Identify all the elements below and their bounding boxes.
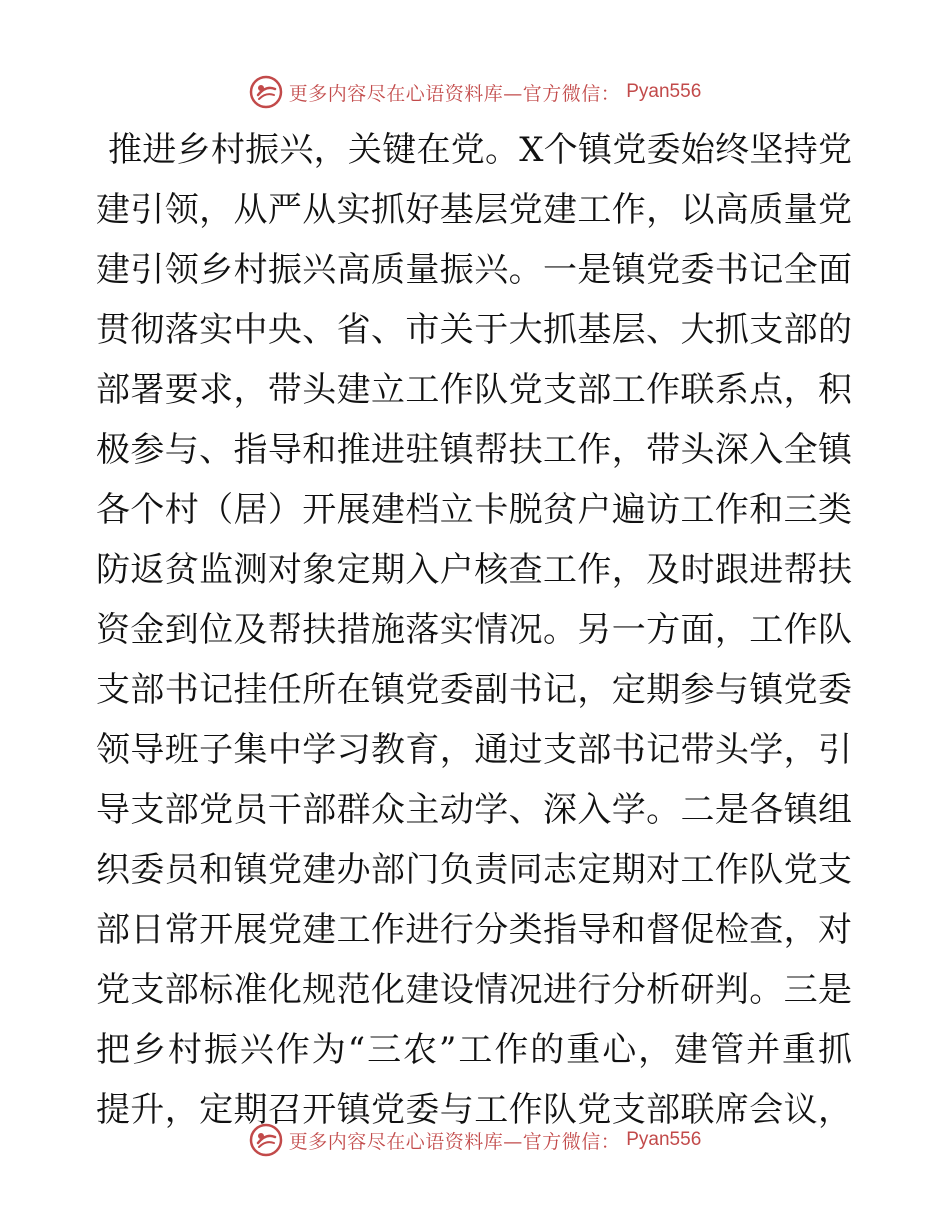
- paragraph-line: 部日常开展党建工作进行分类指导和督促检查，对: [96, 910, 852, 950]
- book-logo-icon: [249, 75, 283, 109]
- book-logo-icon: [249, 1123, 283, 1157]
- paragraph-line: 建引领乡村振兴高质量振兴。一是镇党委书记全面: [96, 250, 852, 290]
- document-body: [96, 120, 852, 1140]
- paragraph-line: 部署要求，带头建立工作队党支部工作联系点，积: [96, 370, 852, 410]
- paragraph-line: 导支部党员干部群众主动学、深入学。二是各镇组: [96, 790, 852, 830]
- watermark-text: 更多内容尽在心语资料库—官方微信：: [288, 1130, 621, 1153]
- paragraph-line: 极参与、指导和推进驻镇帮扶工作，带头深入全镇: [96, 430, 852, 470]
- header-watermark: [0, 72, 950, 112]
- watermark-wechat-id: Pyan556: [626, 1129, 702, 1150]
- paragraph-line: 推进乡村振兴，关键在党。X个镇党委始终坚持党: [108, 130, 852, 170]
- footer-watermark: [0, 1120, 950, 1160]
- paragraph-line: 领导班子集中学习教育，通过支部书记带头学，引: [96, 730, 852, 770]
- paragraph-line: 党支部标准化规范化建设情况进行分析研判。三是: [96, 970, 852, 1010]
- paragraph-line: 提升，定期召开镇党委与工作队党支部联席会议，: [96, 1090, 852, 1130]
- paragraph-line: 贯彻落实中央、省、市关于大抓基层、大抓支部的: [96, 310, 852, 350]
- paragraph-line: 把乡村振兴作为“三农”工作的重心，建管并重抓: [96, 1030, 852, 1070]
- watermark-text: 更多内容尽在心语资料库—官方微信：: [288, 82, 621, 105]
- paragraph-line: 支部书记挂任所在镇党委副书记，定期参与镇党委: [96, 670, 852, 710]
- paragraph-line: 各个村（居）开展建档立卡脱贫户遍访工作和三类: [96, 490, 852, 530]
- paragraph-line: 建引领，从严从实抓好基层党建工作，以高质量党: [96, 190, 852, 230]
- watermark-wechat-id: Pyan556: [626, 81, 702, 102]
- paragraph-line: 资金到位及帮扶措施落实情况。另一方面，工作队: [96, 610, 852, 650]
- paragraph-line: 织委员和镇党建办部门负责同志定期对工作队党支: [96, 850, 852, 890]
- paragraph-line: 防返贫监测对象定期入户核查工作，及时跟进帮扶: [96, 550, 852, 590]
